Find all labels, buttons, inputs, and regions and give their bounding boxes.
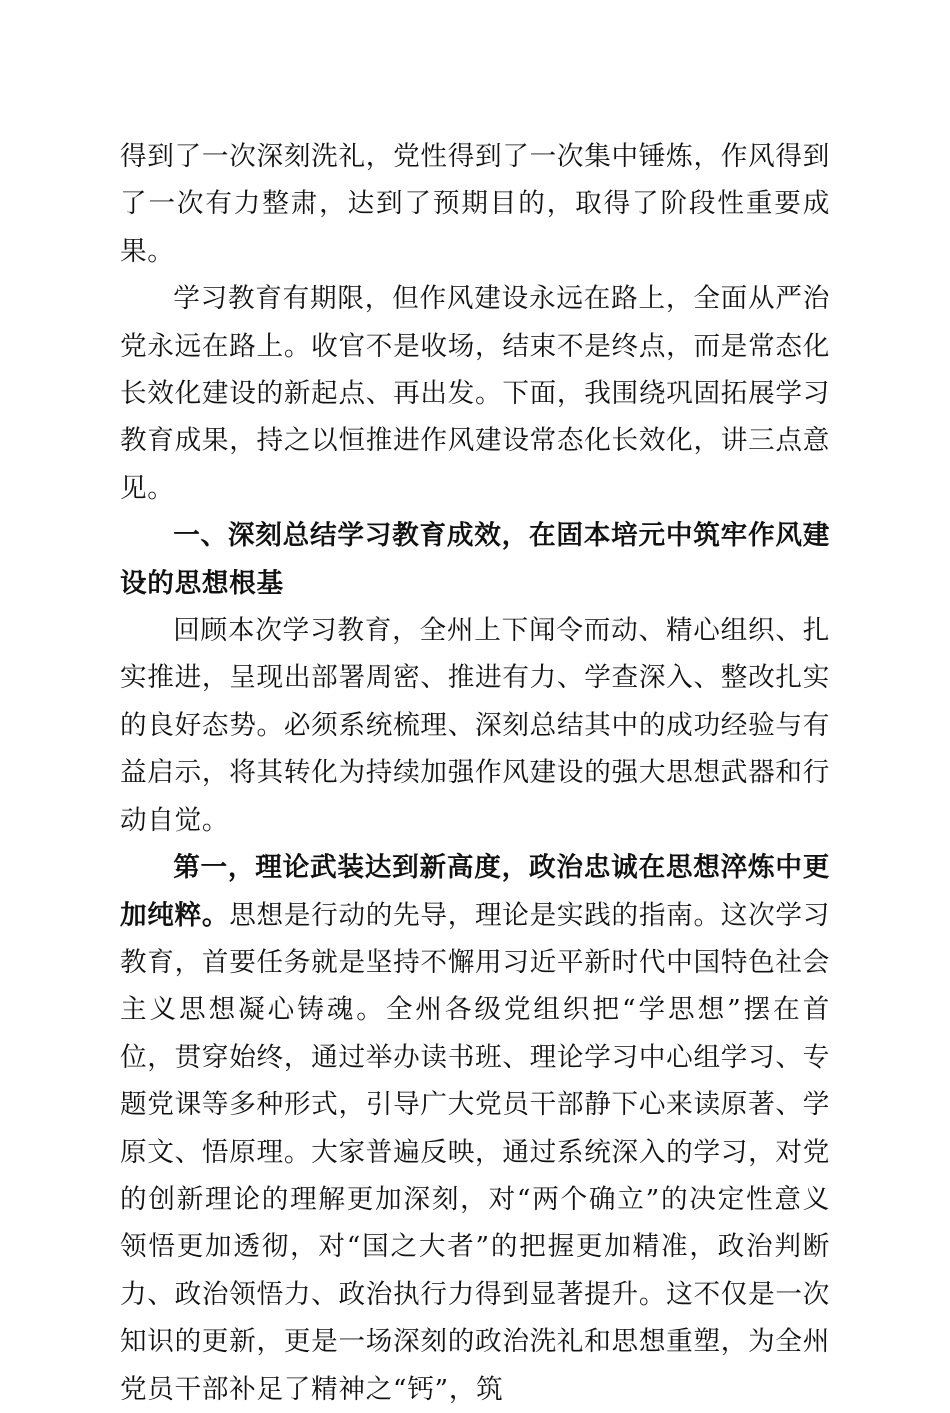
section-heading-1: 一、深刻总结学习教育成效，在固本培元中筑牢作风建设的思想根基 <box>120 520 830 599</box>
paragraph-review: 回顾本次学习教育，全州上下闻令而动、精心组织、扎实推进，呈现出部署周密、推进有力、学查深入、整改扎实的良好态势。必须系统梳理、深刻总结其中的成功经验与有益启示，将其转化为持续加强作风建设的强大思想武器和行动自觉。 <box>120 615 830 836</box>
point-one-lead: 第一，理论武装达到新高度，政治忠诚在思想淬炼中更加纯粹。 <box>120 852 830 931</box>
document-page <box>120 133 830 1413</box>
paragraph-intro: 学习教育有期限，但作风建设永远在路上，全面从严治党永远在路上。收官不是收场，结束不是终点，而是常态化长效化建设的新起点、再出发。下面，我围绕巩固拓展学习教育成果，持之以恒推进作风建设常态化长效化，讲三点意见。 <box>120 283 830 504</box>
point-one-body: 思想是行动的先导，理论是实践的指南。这次学习教育，首要任务就是坚持不懈用习近平新时代中国特色社会主义思想凝心铸魂。全州各级党组织把“学思想”摆在首位，贯穿始终，通过举办读书班、理论学习中心组学习、专题党课等多种形式，引导广大党员干部静下心来读原著、学原文、悟原理。大家普遍反映，通过系统深入的学习，对党的创新理论的理解更加深刻，对“两个确立”的决定性意义领悟更加透彻，对“国之大者”的把握更加精准，政治判断力、政治领悟力、政治执行力得到显著提升。这不仅是一次知识的更新，更是一场深刻的政治洗礼和思想重塑，为全州党员干部补足了精神之“钙”，筑 <box>120 899 830 1405</box>
paragraph-point-one <box>120 844 830 1413</box>
paragraph-continuation: 得到了一次深刻洗礼，党性得到了一次集中锤炼，作风得到了一次有力整肃，达到了预期目的，取得了阶段性重要成果。 <box>120 141 830 267</box>
